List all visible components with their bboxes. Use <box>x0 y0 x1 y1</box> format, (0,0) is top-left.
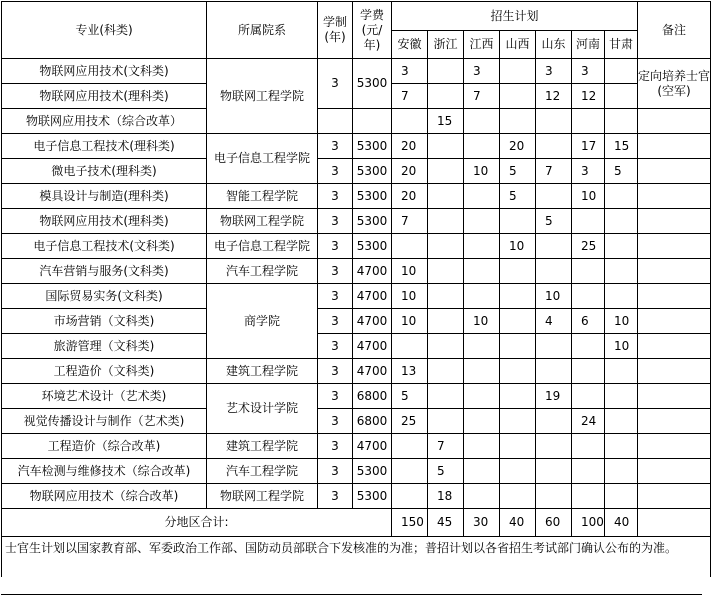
plan-cell <box>464 484 500 509</box>
major-cell: 物联网应用技术(理科类) <box>2 209 207 234</box>
total-cell: 40 <box>605 509 638 537</box>
plan-cell: 5 <box>500 159 536 184</box>
plan-cell: 24 <box>572 409 605 434</box>
plan-cell <box>464 234 500 259</box>
total-cell: 60 <box>536 509 572 537</box>
plan-cell: 5 <box>536 209 572 234</box>
plan-cell: 10 <box>392 259 428 284</box>
major-cell: 微电子技术(理科类) <box>2 159 207 184</box>
plan-cell <box>605 384 638 409</box>
plan-cell <box>605 284 638 309</box>
plan-cell <box>464 459 500 484</box>
total-cell: 150 <box>392 509 428 537</box>
plan-cell: 20 <box>500 134 536 159</box>
fee-cell: 4700 <box>353 259 392 284</box>
plan-cell: 10 <box>500 234 536 259</box>
plan-cell: 7 <box>392 84 428 109</box>
college-cell: 物联网工程学院 <box>207 59 318 134</box>
plan-cell <box>572 359 605 384</box>
plan-cell <box>392 484 428 509</box>
college-cell: 汽车工程学院 <box>207 459 318 484</box>
remark-cell <box>638 509 711 537</box>
remark-cell <box>638 209 711 234</box>
plan-cell <box>605 84 638 109</box>
plan-cell <box>428 384 464 409</box>
header-fee: 学费 (元/ 年) <box>353 2 392 59</box>
years-cell: 3 <box>318 459 353 484</box>
fee-cell: 5300 <box>353 209 392 234</box>
fee-cell: 4700 <box>353 359 392 384</box>
fee-cell: 5300 <box>353 159 392 184</box>
plan-cell: 10 <box>572 184 605 209</box>
major-cell: 视觉传播设计与制作（艺术类) <box>2 409 207 434</box>
fee-cell: 4700 <box>353 284 392 309</box>
college-cell: 商学院 <box>207 284 318 359</box>
fee-cell: 5300 <box>353 134 392 159</box>
plan-cell: 5 <box>428 459 464 484</box>
plan-cell <box>464 284 500 309</box>
table-row <box>2 134 711 159</box>
plan-cell: 3 <box>572 159 605 184</box>
plan-cell: 3 <box>536 59 572 84</box>
table-row <box>2 434 711 459</box>
total-cell: 45 <box>428 509 464 537</box>
remark-cell <box>638 309 711 334</box>
total-row <box>2 509 711 537</box>
plan-cell <box>536 459 572 484</box>
plan-cell <box>428 184 464 209</box>
major-cell: 工程造价（综合改革) <box>2 434 207 459</box>
plan-cell: 7 <box>536 159 572 184</box>
plan-cell: 7 <box>464 84 500 109</box>
plan-cell <box>605 409 638 434</box>
enrollment-plan-table <box>1 1 711 577</box>
plan-cell: 19 <box>536 384 572 409</box>
college-cell: 艺术设计学院 <box>207 384 318 434</box>
header-province-jiangxi: 江西 <box>464 31 500 59</box>
plan-cell <box>428 234 464 259</box>
major-cell: 物联网应用技术(理科类) <box>2 84 207 109</box>
table-bottom-border <box>1 594 702 595</box>
footnote: 士官生计划以国家教育部、军委政治工作部、国防动员部联合下发核准的为准；普招计划以各省招生考试部门确认公布的为准。 <box>2 537 711 578</box>
years-cell: 3 <box>318 359 353 384</box>
header-province-zhejiang: 浙江 <box>428 31 464 59</box>
plan-cell <box>428 259 464 284</box>
plan-cell <box>392 234 428 259</box>
table-row <box>2 259 711 284</box>
plan-cell: 20 <box>392 134 428 159</box>
major-cell: 汽车营销与服务(文科类) <box>2 259 207 284</box>
plan-cell <box>392 434 428 459</box>
remark-cell <box>638 134 711 159</box>
plan-cell <box>500 459 536 484</box>
major-cell: 市场营销（文科类) <box>2 309 207 334</box>
years-cell: 3 <box>318 384 353 409</box>
years-cell <box>318 109 353 134</box>
plan-cell: 12 <box>572 84 605 109</box>
years-cell: 3 <box>318 209 353 234</box>
major-cell: 工程造价（文科类) <box>2 359 207 384</box>
plan-cell: 10 <box>392 309 428 334</box>
plan-cell <box>500 484 536 509</box>
header-major: 专业(科类) <box>2 2 207 59</box>
major-cell: 物联网应用技术（综合改革) <box>2 484 207 509</box>
years-cell: 3 <box>318 59 353 109</box>
college-cell: 物联网工程学院 <box>207 484 318 509</box>
major-cell: 电子信息工程技术(文科类) <box>2 234 207 259</box>
remark-cell <box>638 109 711 134</box>
table-row <box>2 359 711 384</box>
table-row <box>2 159 711 184</box>
plan-cell: 15 <box>605 134 638 159</box>
plan-cell <box>500 84 536 109</box>
total-cell: 30 <box>464 509 500 537</box>
years-cell: 3 <box>318 184 353 209</box>
note-row <box>2 537 711 578</box>
plan-cell <box>500 334 536 359</box>
plan-cell <box>536 184 572 209</box>
plan-cell <box>536 134 572 159</box>
remark-cell <box>638 184 711 209</box>
plan-cell <box>464 209 500 234</box>
plan-cell: 10 <box>464 309 500 334</box>
plan-cell: 12 <box>536 84 572 109</box>
years-cell: 3 <box>318 434 353 459</box>
plan-cell <box>464 334 500 359</box>
major-cell: 汽车检测与维修技术（综合改革) <box>2 459 207 484</box>
plan-cell: 15 <box>428 109 464 134</box>
plan-cell <box>536 259 572 284</box>
years-cell: 3 <box>318 409 353 434</box>
fee-cell: 6800 <box>353 384 392 409</box>
plan-cell <box>605 259 638 284</box>
plan-cell: 13 <box>392 359 428 384</box>
table-row <box>2 484 711 509</box>
table-row <box>2 109 711 134</box>
plan-cell <box>428 209 464 234</box>
table-row <box>2 209 711 234</box>
fee-cell <box>353 109 392 134</box>
plan-cell <box>572 459 605 484</box>
plan-cell <box>605 234 638 259</box>
plan-cell <box>500 359 536 384</box>
table-row <box>2 334 711 359</box>
years-cell: 3 <box>318 484 353 509</box>
plan-cell: 10 <box>605 334 638 359</box>
major-cell: 环境艺术设计（艺术类) <box>2 384 207 409</box>
plan-cell <box>605 109 638 134</box>
fee-cell: 4700 <box>353 334 392 359</box>
plan-cell <box>536 234 572 259</box>
plan-cell <box>536 109 572 134</box>
fee-cell: 5300 <box>353 234 392 259</box>
table-row <box>2 409 711 434</box>
remark-cell <box>638 259 711 284</box>
years-cell: 3 <box>318 234 353 259</box>
plan-cell <box>500 384 536 409</box>
plan-cell: 4 <box>536 309 572 334</box>
plan-cell: 18 <box>428 484 464 509</box>
plan-cell <box>464 434 500 459</box>
plan-cell <box>605 459 638 484</box>
major-cell: 模具设计与制造(理科类) <box>2 184 207 209</box>
plan-cell <box>605 484 638 509</box>
header-remark: 备注 <box>638 2 711 59</box>
plan-cell: 3 <box>392 59 428 84</box>
header-college: 所属院系 <box>207 2 318 59</box>
plan-cell <box>464 184 500 209</box>
plan-cell: 10 <box>464 159 500 184</box>
plan-cell: 7 <box>428 434 464 459</box>
years-cell: 3 <box>318 334 353 359</box>
years-cell: 3 <box>318 259 353 284</box>
plan-cell <box>464 359 500 384</box>
remark-cell <box>638 284 711 309</box>
remark-cell: 定向培养士官(空军) <box>638 59 711 109</box>
fee-cell: 5300 <box>353 459 392 484</box>
header-province-shanxi: 山西 <box>500 31 536 59</box>
plan-cell <box>464 259 500 284</box>
fee-cell: 5300 <box>353 59 392 109</box>
major-cell: 物联网应用技术（综合改革） <box>2 109 207 134</box>
plan-cell: 25 <box>572 234 605 259</box>
plan-cell <box>572 109 605 134</box>
years-cell: 3 <box>318 309 353 334</box>
plan-cell <box>536 484 572 509</box>
plan-cell: 10 <box>605 309 638 334</box>
college-cell: 物联网工程学院 <box>207 209 318 234</box>
plan-cell: 3 <box>572 59 605 84</box>
plan-cell <box>428 59 464 84</box>
plan-cell: 17 <box>572 134 605 159</box>
fee-cell: 4700 <box>353 309 392 334</box>
years-cell: 3 <box>318 134 353 159</box>
plan-cell <box>428 359 464 384</box>
remark-cell <box>638 459 711 484</box>
plan-cell <box>428 84 464 109</box>
plan-cell <box>500 109 536 134</box>
header-province-anhui: 安徽 <box>392 31 428 59</box>
plan-cell <box>572 284 605 309</box>
remark-cell <box>638 234 711 259</box>
plan-cell <box>464 109 500 134</box>
plan-cell <box>500 284 536 309</box>
plan-cell: 6 <box>572 309 605 334</box>
plan-cell <box>464 134 500 159</box>
header-province-gansu: 甘肃 <box>605 31 638 59</box>
table-row <box>2 384 711 409</box>
plan-cell <box>536 334 572 359</box>
total-cell: 100 <box>572 509 605 537</box>
plan-cell <box>428 134 464 159</box>
plan-cell <box>572 209 605 234</box>
remark-cell <box>638 384 711 409</box>
header-row-1 <box>2 2 711 31</box>
plan-cell <box>500 309 536 334</box>
plan-cell <box>392 334 428 359</box>
plan-cell <box>428 309 464 334</box>
plan-cell <box>605 434 638 459</box>
plan-cell <box>572 434 605 459</box>
major-cell: 物联网应用技术(文科类) <box>2 59 207 84</box>
plan-cell <box>428 284 464 309</box>
plan-cell: 3 <box>464 59 500 84</box>
plan-cell: 20 <box>392 184 428 209</box>
major-cell: 电子信息工程技术(理科类) <box>2 134 207 159</box>
total-label: 分地区合计: <box>2 509 392 537</box>
plan-cell: 5 <box>392 384 428 409</box>
plan-cell: 20 <box>392 159 428 184</box>
table-row <box>2 234 711 259</box>
total-cell: 40 <box>500 509 536 537</box>
college-cell: 建筑工程学院 <box>207 359 318 384</box>
plan-cell <box>572 384 605 409</box>
plan-cell <box>536 359 572 384</box>
header-province-henan: 河南 <box>572 31 605 59</box>
plan-cell <box>500 59 536 84</box>
plan-cell: 10 <box>536 284 572 309</box>
fee-cell: 5300 <box>353 184 392 209</box>
years-cell: 3 <box>318 284 353 309</box>
plan-cell <box>500 209 536 234</box>
header-province-shandong: 山东 <box>536 31 572 59</box>
remark-cell <box>638 359 711 384</box>
plan-cell <box>572 334 605 359</box>
plan-cell <box>392 459 428 484</box>
remark-cell <box>638 434 711 459</box>
table-row <box>2 309 711 334</box>
table-row <box>2 184 711 209</box>
table-row <box>2 459 711 484</box>
plan-cell <box>605 59 638 84</box>
plan-cell <box>392 109 428 134</box>
remark-cell <box>638 409 711 434</box>
plan-cell <box>605 184 638 209</box>
header-years: 学制 (年) <box>318 2 353 59</box>
fee-cell: 6800 <box>353 409 392 434</box>
major-cell: 旅游管理（文科类) <box>2 334 207 359</box>
plan-cell <box>536 409 572 434</box>
plan-cell <box>464 384 500 409</box>
remark-cell <box>638 484 711 509</box>
plan-cell <box>605 209 638 234</box>
plan-cell: 5 <box>605 159 638 184</box>
years-cell: 3 <box>318 159 353 184</box>
table-row <box>2 284 711 309</box>
plan-cell <box>572 259 605 284</box>
plan-cell <box>572 484 605 509</box>
college-cell: 智能工程学院 <box>207 184 318 209</box>
fee-cell: 4700 <box>353 434 392 459</box>
college-cell: 电子信息工程学院 <box>207 134 318 184</box>
major-cell: 国际贸易实务(文科类) <box>2 284 207 309</box>
remark-cell <box>638 334 711 359</box>
remark-cell <box>638 159 711 184</box>
plan-cell <box>605 359 638 384</box>
fee-cell: 5300 <box>353 484 392 509</box>
college-cell: 电子信息工程学院 <box>207 234 318 259</box>
plan-cell: 5 <box>500 184 536 209</box>
plan-cell <box>428 159 464 184</box>
plan-cell <box>428 409 464 434</box>
plan-cell: 10 <box>392 284 428 309</box>
header-plan: 招生计划 <box>392 2 638 31</box>
college-cell: 汽车工程学院 <box>207 259 318 284</box>
plan-cell: 7 <box>392 209 428 234</box>
plan-cell <box>500 409 536 434</box>
plan-cell <box>500 259 536 284</box>
college-cell: 建筑工程学院 <box>207 434 318 459</box>
plan-cell <box>464 409 500 434</box>
plan-cell <box>500 434 536 459</box>
plan-cell <box>428 334 464 359</box>
plan-cell: 25 <box>392 409 428 434</box>
plan-cell <box>536 434 572 459</box>
table-row <box>2 59 711 84</box>
